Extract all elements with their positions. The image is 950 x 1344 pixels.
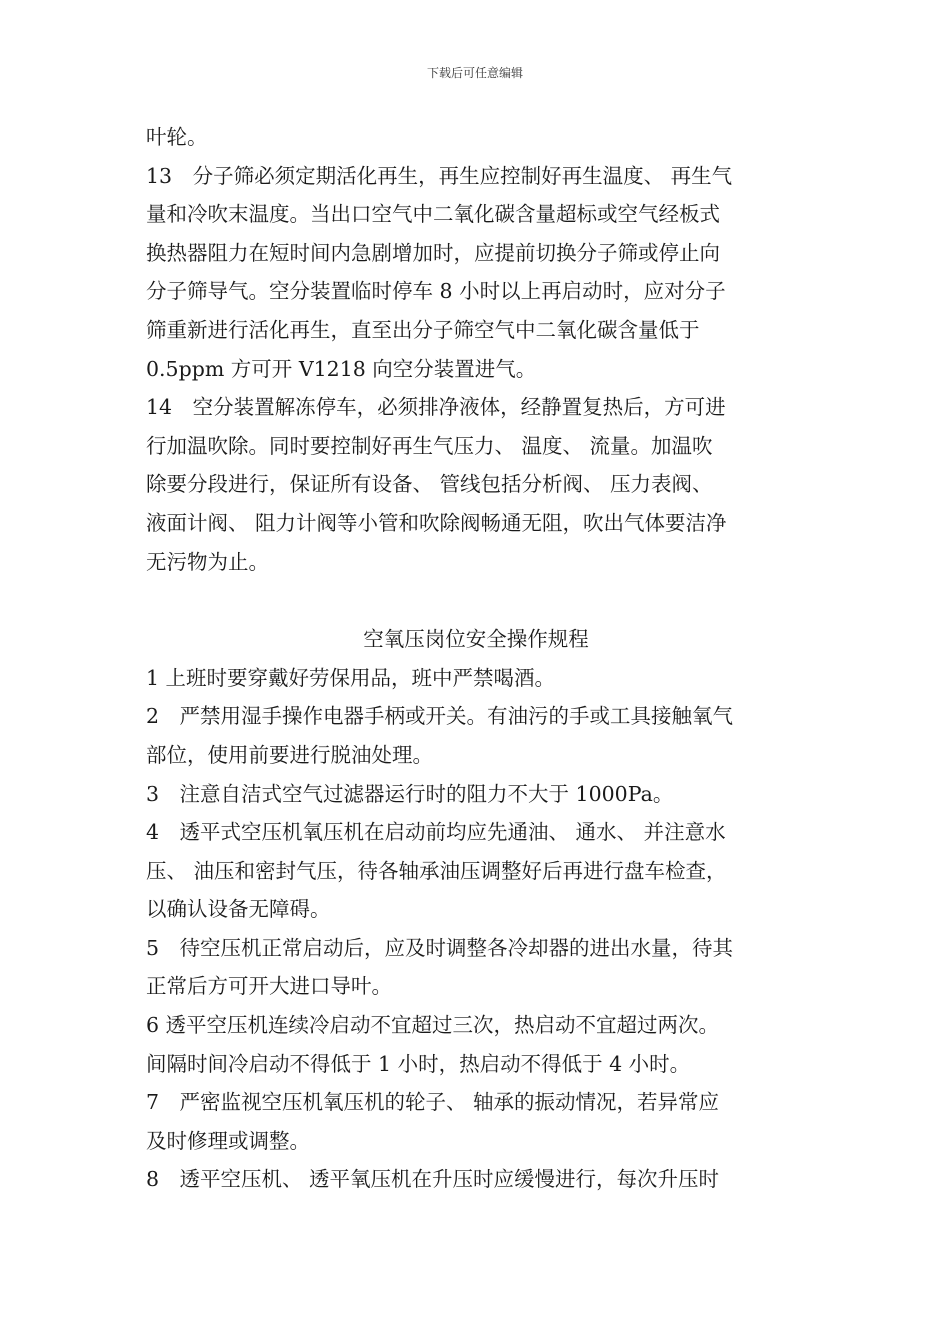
text-line: 6 透平空压机连续冷启动不宜超过三次，热启动不宜超过两次。 — [146, 1013, 720, 1038]
text-line: 量和冷吹末温度。当出口空气中二氧化碳含量超标或空气经板式 — [146, 202, 720, 227]
text-line: 0.5ppm 方可开 V1218 向空分装置进气。 — [146, 356, 537, 381]
section-spacer — [146, 581, 826, 620]
section-title: 空氧压岗位安全操作规程 — [363, 627, 589, 652]
text-line: 筛重新进行活化再生，直至出分子筛空气中二氧化碳含量低于 — [146, 317, 700, 342]
page-header-note: 下载后可任意编辑 — [426, 66, 523, 80]
text-line: 14 空分装置解冻停车，必须排净液体，经静置复热后，方可进 — [146, 395, 726, 420]
text-line: 液面计阀、 阻力计阀等小管和吹除阀畅通无阻，吹出气体要洁净 — [146, 510, 727, 535]
text-line: 正常后方可开大进口导叶。 — [146, 974, 392, 999]
text-line: 13 分子筛必须定期活化再生，再生应控制好再生温度、 再生气 — [146, 163, 733, 188]
text-line: 间隔时间冷启动不得低于 1 小时，热启动不得低于 4 小时。 — [146, 1051, 691, 1076]
text-line: 5 待空压机正常启动后，应及时调整各冷却器的进出水量，待其 — [146, 935, 734, 960]
text-line: 无污物为止。 — [146, 549, 269, 574]
text-line: 叶轮。 — [146, 125, 208, 149]
text-line: 7 严密监视空压机氧压机的轮子、 轴承的振动情况，若异常应 — [146, 1090, 720, 1115]
text-line: 以确认设备无障碍。 — [146, 897, 331, 922]
text-line: 1 上班时要穿戴好劳保用品，班中严禁喝酒。 — [146, 665, 556, 690]
text-line: 及时修理或调整。 — [146, 1128, 310, 1153]
text-line: 3 注意自洁式空气过滤器运行时的阻力不大于 1000Pa。 — [146, 781, 674, 806]
text-line: 压、 油压和密封气压，待各轴承油压调整好后再进行盘车检查， — [146, 858, 727, 883]
text-line: 部位，使用前要进行脱油处理。 — [146, 742, 433, 767]
document-body — [146, 118, 826, 1199]
text-line: 4 透平式空压机氧压机在启动前均应先通油、 通水、 并注意水 — [146, 820, 726, 845]
text-line: 换热器阻力在短时间内急剧增加时，应提前切换分子筛或停止向 — [146, 240, 720, 265]
text-line: 分子筛导气。空分装置临时停车 8 小时以上再启动时，应对分子 — [146, 279, 726, 304]
text-line: 除要分段进行，保证所有设备、 管线包括分析阀、 压力表阀、 — [146, 472, 713, 497]
text-line: 8 透平空压机、 透平氧压机在升压时应缓慢进行，每次升压时 — [146, 1167, 720, 1192]
text-line: 2 严禁用湿手操作电器手柄或开关。有油污的手或工具接触氧气 — [146, 704, 734, 729]
text-line: 行加温吹除。同时要控制好再生气压力、 温度、 流量。加温吹 — [146, 433, 713, 458]
